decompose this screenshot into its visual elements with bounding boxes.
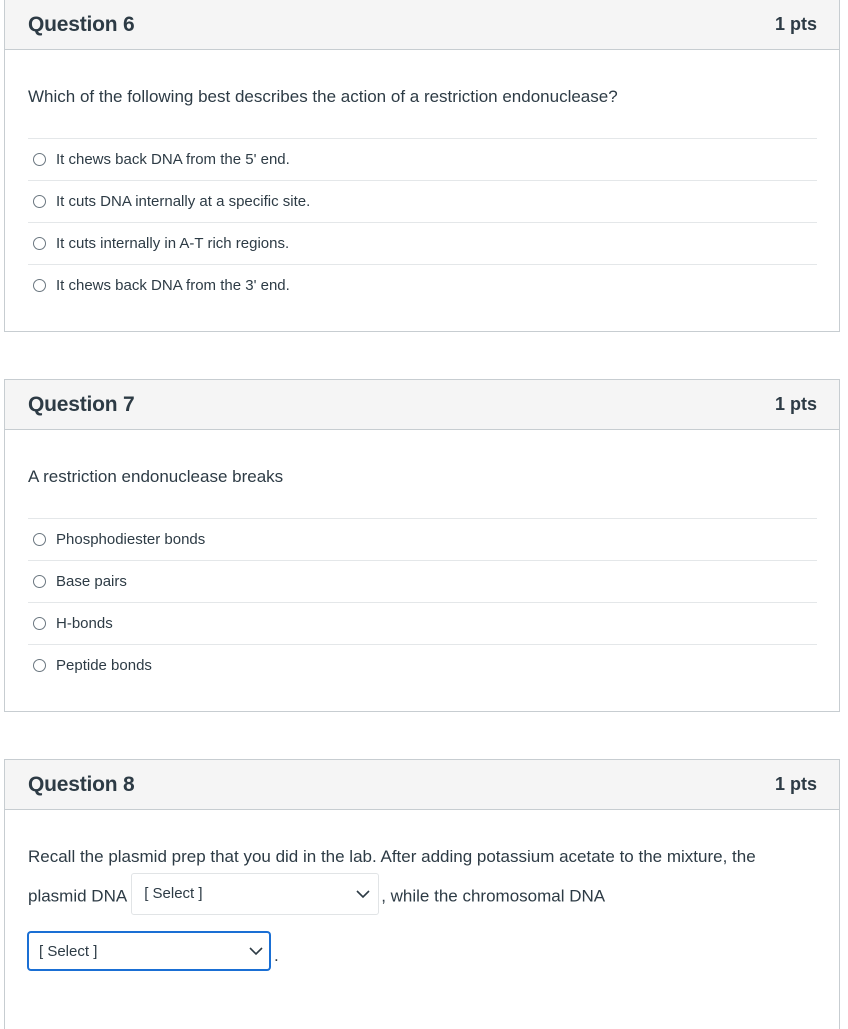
answer-option[interactable] <box>28 518 817 560</box>
question-prompt: Which of the following best describes the action of a restriction endonuclease? <box>28 87 618 106</box>
answer-option[interactable] <box>28 644 817 686</box>
question-prompt: A restriction endonuclease breaks <box>28 467 284 486</box>
question-points: 1 pts <box>774 774 817 794</box>
radio-button[interactable] <box>33 279 46 292</box>
answer-option[interactable] <box>28 602 817 644</box>
radio-button[interactable] <box>33 237 46 250</box>
answer-option[interactable] <box>28 264 817 306</box>
answer-option[interactable] <box>28 560 817 602</box>
answer-label: Peptide bonds <box>56 657 152 674</box>
answer-list <box>28 518 817 686</box>
answer-label: It cuts DNA internally at a specific site. <box>56 193 311 210</box>
plasmid-dna-select[interactable] <box>131 873 379 915</box>
answer-label: Phosphodiester bonds <box>56 531 206 548</box>
answer-label: It cuts internally in A-T rich regions. <box>56 235 290 252</box>
answer-label: Base pairs <box>56 573 127 590</box>
prompt-text-2: , while the chromosomal DNA <box>381 886 606 906</box>
question-prompt <box>28 810 817 918</box>
select-value: [ Select ] <box>39 942 98 960</box>
radio-button[interactable] <box>33 575 46 588</box>
question-points: 1 pts <box>774 394 817 414</box>
question-title: Question 6 <box>28 12 135 36</box>
answer-option[interactable] <box>28 222 817 264</box>
answer-label: It chews back DNA from the 5' end. <box>56 151 290 168</box>
question-title: Question 8 <box>28 772 135 796</box>
prompt-text-3: . <box>274 946 279 965</box>
question-6 <box>4 0 840 332</box>
chevron-down-icon <box>356 890 370 899</box>
question-header <box>5 0 839 50</box>
question-7 <box>4 379 840 712</box>
radio-button[interactable] <box>33 659 46 672</box>
answer-option[interactable] <box>28 180 817 222</box>
radio-button[interactable] <box>33 617 46 630</box>
radio-button[interactable] <box>33 195 46 208</box>
question-points: 1 pts <box>774 14 817 34</box>
chromosomal-dna-select[interactable] <box>28 932 270 970</box>
answer-label: H-bonds <box>56 615 113 632</box>
answer-label: It chews back DNA from the 3' end. <box>56 277 290 294</box>
question-header <box>5 760 839 810</box>
answer-option[interactable] <box>28 138 817 180</box>
radio-button[interactable] <box>33 153 46 166</box>
select-value: [ Select ] <box>144 885 203 902</box>
answer-list <box>28 138 817 306</box>
radio-button[interactable] <box>33 533 46 546</box>
question-title: Question 7 <box>28 392 135 416</box>
prompt-text-1: Recall the plasmid prep that you did in the lab. After adding potassium acetate to the mixture, the plasmid DNA <box>28 847 756 906</box>
question-header <box>5 380 839 430</box>
chevron-down-icon <box>249 947 263 956</box>
question-8 <box>4 759 840 1029</box>
